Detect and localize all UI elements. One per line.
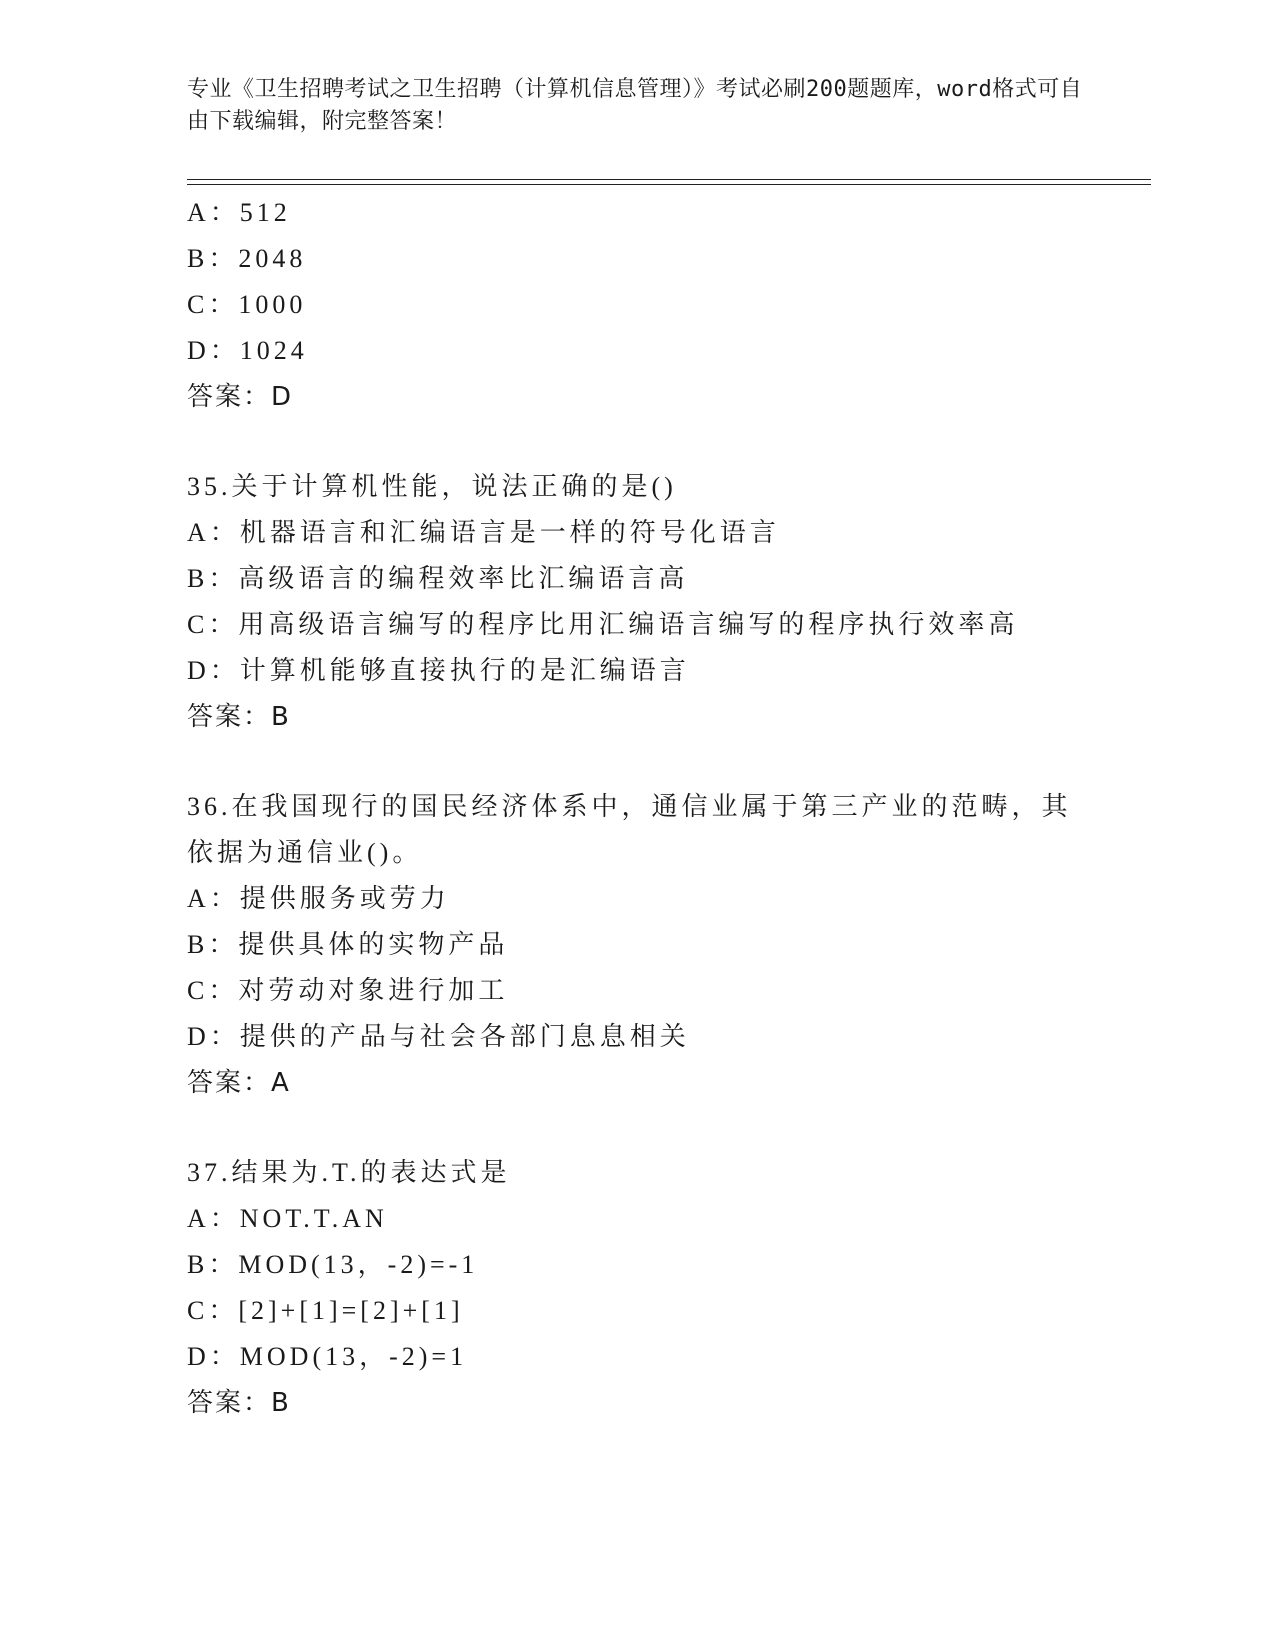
answer-line: 答案：B [187,1388,291,1418]
question-text: 35.关于计算机性能，说法正确的是() [187,472,677,501]
question-34 [187,190,1151,420]
question-37 [187,1150,1151,1426]
option-b: B：2048 [187,244,307,273]
option-b: B：提供具体的实物产品 [187,930,509,959]
option-d: D：提供的产品与社会各部门息息相关 [187,1022,690,1051]
option-c: C：[2]+[1]=[2]+[1] [187,1296,464,1325]
option-d: D：MOD(13，-2)=1 [187,1342,468,1371]
question-text: 37.结果为.T.的表达式是 [187,1158,511,1187]
answer-line: 答案：B [187,702,291,732]
option-d: D：1024 [187,336,308,365]
option-c: C：对劳动对象进行加工 [187,976,509,1005]
document-header: 专业《卫生招聘考试之卫生招聘（计算机信息管理）》考试必刷200题题库，word格式可自由下载编辑，附完整答案！ [187,77,1083,134]
option-a: A：提供服务或劳力 [187,884,450,913]
header-divider-top [187,179,1151,180]
option-c: C：用高级语言编写的程序比用汇编语言编写的程序执行效率高 [187,610,1019,639]
option-a: A：512 [187,198,291,227]
header-divider-bottom [187,184,1151,185]
question-36 [187,784,1151,1106]
question-text: 36.在我国现行的国民经济体系中，通信业属于第三产业的范畴，其依据为通信业()。 [187,792,1072,867]
document-body [187,190,1151,1426]
option-b: B：MOD(13，-2)=-1 [187,1250,479,1279]
answer-line: 答案：A [187,1068,291,1098]
question-35 [187,464,1151,740]
option-a: A：NOT.T.AN [187,1204,388,1233]
answer-line: 答案：D [187,382,294,412]
option-a: A：机器语言和汇编语言是一样的符号化语言 [187,518,780,547]
option-d: D：计算机能够直接执行的是汇编语言 [187,656,690,685]
option-c: C：1000 [187,290,307,319]
option-b: B：高级语言的编程效率比汇编语言高 [187,564,689,593]
